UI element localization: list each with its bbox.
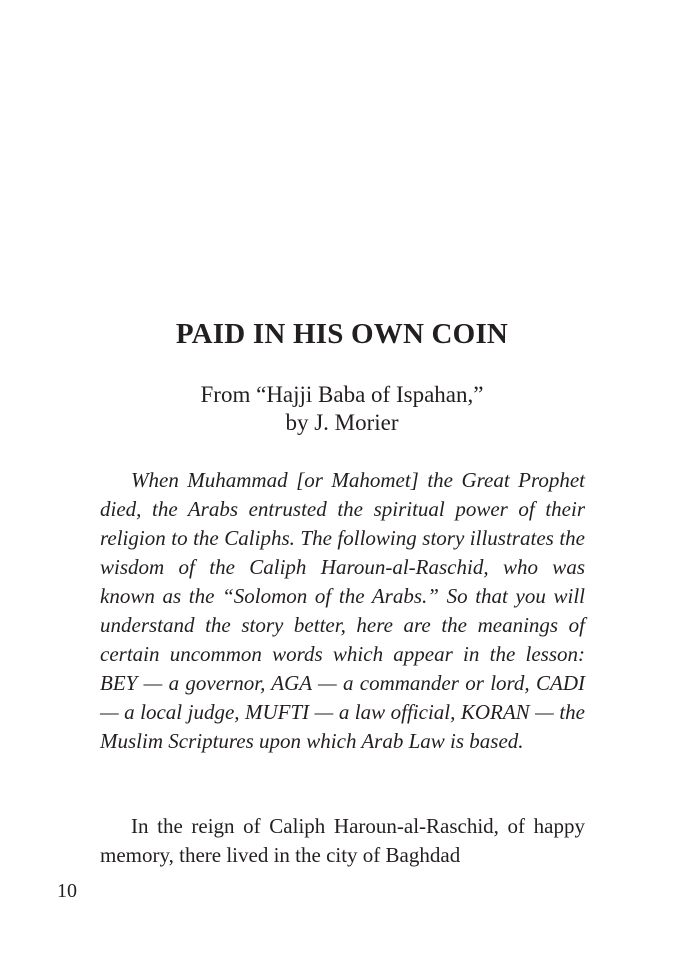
intro-paragraph: When Muhammad [or Mahomet] the Great Prophet died, the Arabs entrusted the spiritual power of their religion to the Caliphs. The following story illustrates the wisdom of the Caliph Haroun-al-Raschid, who was known as the “Solomon of the Arabs.” So that you will understand the story better, here are the meanings of certain uncommon words which appear in the lesson: BEY — a governor, AGA — a commander or lord, CADI — a local judge, MUFTI — a law official, KORAN — the Muslim Scriptures upon which Arab Law is based.: [100, 468, 585, 753]
page-number: 10: [57, 880, 77, 902]
story-paragraph: In the reign of Caliph Haroun-al-Raschid, of happy memory, there lived in the city of Baghdad: [100, 814, 585, 867]
author-line: by J. Morier: [285, 410, 399, 435]
source-line: From “Hajji Baba of Ispahan,”: [200, 382, 484, 407]
chapter-source: [0, 381, 680, 437]
chapter-title: PAID IN HIS OWN COIN: [175, 318, 509, 350]
